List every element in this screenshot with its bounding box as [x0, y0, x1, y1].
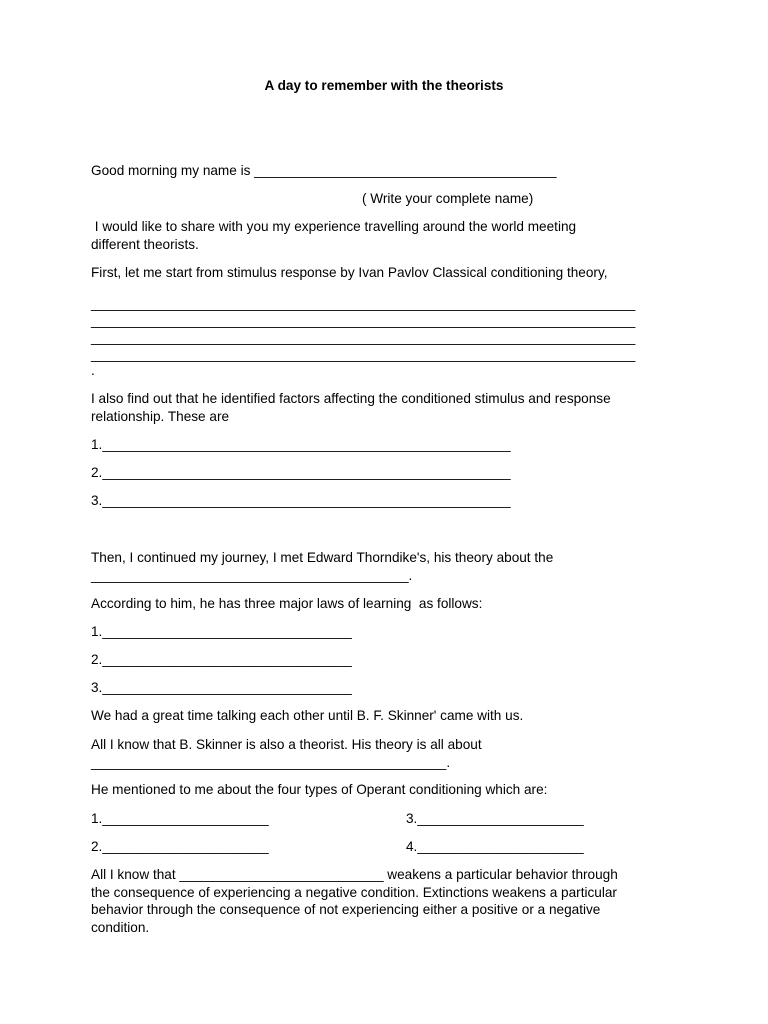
name-hint: ( Write your complete name) [362, 191, 534, 206]
type-blank: 3.______________________ [406, 811, 584, 826]
law-blank: 3._________________________________ [91, 680, 352, 695]
closing-line-4: condition. [91, 920, 150, 935]
type-blank: 1.______________________ [91, 811, 269, 826]
laws-lead: According to him, he has three major laws of learning as follows: [91, 596, 483, 611]
types-lead: He mentioned to me about the four types of Operant conditioning which are: [91, 782, 548, 797]
type-blank: 2.______________________ [91, 839, 269, 854]
answer-line: ________________________________________________________________________ [91, 330, 636, 345]
closing-line-1: All I know that ___________________________ weakens a particular behavior through [91, 867, 618, 882]
skinner-theory-1: All I know that B. Skinner is also a theorist. His theory is all about [91, 737, 482, 752]
share-line-1: I would like to share with you my experience travelling around the world meeting [91, 219, 577, 234]
factors-line-2: relationship. These are [91, 409, 230, 424]
thorndike-blank: __________________________________________. [91, 568, 413, 583]
law-blank: 1._________________________________ [91, 624, 352, 639]
law-blank: 2._________________________________ [91, 652, 352, 667]
closing-line-2: the consequence of experiencing a negative condition. Extinctions weakens a particular [91, 885, 617, 900]
answer-period: . [91, 363, 95, 378]
thorndike-lead: Then, I continued my journey, I met Edward Thorndike's, his theory about the [91, 550, 554, 565]
page-title: A day to remember with the theorists [264, 78, 504, 93]
factor-blank: 2.______________________________________________________ [91, 465, 511, 480]
factors-line-1: I also find out that he identified factors affecting the conditioned stimulus and response [91, 391, 611, 406]
answer-line: ________________________________________________________________________ [91, 313, 636, 328]
share-line-2: different theorists. [91, 237, 199, 252]
pavlov-lead: First, let me start from stimulus response by Ivan Pavlov Classical conditioning theory, [91, 265, 608, 280]
type-blank: 4.______________________ [406, 839, 584, 854]
answer-line: ________________________________________________________________________ [91, 296, 636, 311]
factor-blank: 1.______________________________________________________ [91, 437, 511, 452]
factor-blank: 3.______________________________________________________ [91, 493, 511, 508]
skinner-meet: We had a great time talking each other until B. F. Skinner' came with us. [91, 708, 524, 723]
greeting-line: Good morning my name is ________________________________________ [91, 163, 557, 178]
skinner-theory-2: _______________________________________________. [91, 755, 451, 770]
answer-line: ________________________________________________________________________ [91, 347, 636, 362]
closing-line-3: behavior through the consequence of not experiencing either a positive or a negative [91, 902, 601, 917]
